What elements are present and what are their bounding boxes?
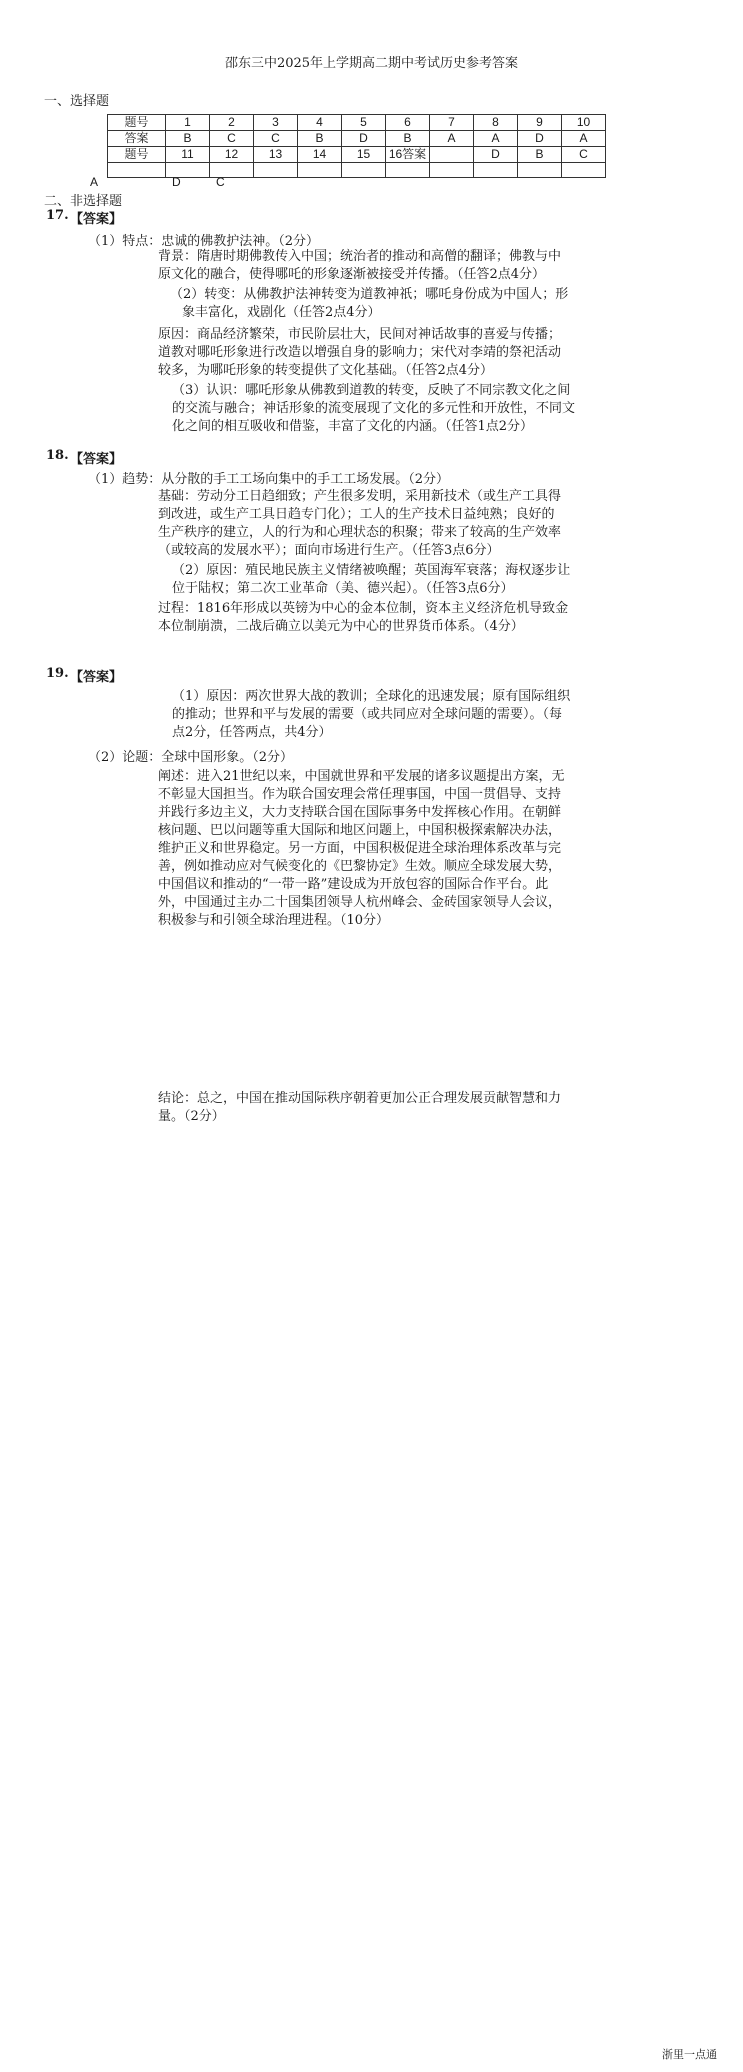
text-line: 化之间的相互吸收和借鉴，丰富了文化的内涵。（任答1点2分） bbox=[172, 419, 534, 434]
table-cell: 15 bbox=[342, 147, 386, 163]
q18-foundation bbox=[158, 488, 718, 560]
overflow-answer: D bbox=[172, 175, 181, 189]
q19-conclusion bbox=[158, 1090, 718, 1126]
q17-background bbox=[158, 248, 718, 284]
table-cell: D bbox=[474, 147, 518, 163]
q17-reason bbox=[158, 326, 718, 380]
text-line: 点2分，任答两点，共4分） bbox=[172, 725, 332, 740]
text-line: 核问题、巴以问题等重大国际和地区问题上，中国积极探索解决办法， bbox=[158, 823, 562, 838]
table-cell: 1 bbox=[166, 115, 210, 131]
table-cell: 13 bbox=[254, 147, 298, 163]
table-row bbox=[108, 163, 606, 178]
text-line: 本位制崩溃，二战后确立以美元为中心的世界货币体系。（4分） bbox=[158, 619, 524, 634]
text-line: 不彰显大国担当。作为联合国安理会常任理事国，中国一贯倡导、支持 bbox=[158, 787, 562, 802]
text-line: 的交流与融合；神话形象的流变展现了文化的多元性和开放性，不同文 bbox=[172, 401, 576, 416]
table-cell: 答案 bbox=[108, 131, 166, 147]
text-line: 的推动；世界和平与发展的需要（或共同应对全球问题的需要）。（每 bbox=[172, 707, 563, 722]
q17-part1-feature: （1）特点：忠诚的佛教护法神。（2分） bbox=[88, 234, 320, 249]
answer-heading-19: 【答案】 bbox=[70, 670, 123, 685]
table-cell: 题号 bbox=[108, 115, 166, 131]
text-line: 中国倡议和推动的“一带一路”建设成为开放包容的国际合作平台。此 bbox=[158, 877, 549, 892]
table-cell: C bbox=[254, 131, 298, 147]
text-line: （1）原因：两次世界大战的教训；全球化的迅速发展；原有国际组织 bbox=[172, 689, 571, 704]
table-cell bbox=[430, 163, 474, 178]
table-cell: 7 bbox=[430, 115, 474, 131]
table-cell bbox=[562, 163, 606, 178]
question-number-17: 17. bbox=[46, 208, 69, 223]
table-cell bbox=[298, 163, 342, 178]
answer-table bbox=[107, 114, 606, 178]
table-cell: B bbox=[298, 131, 342, 147]
table-cell bbox=[474, 163, 518, 178]
table-cell: A bbox=[430, 131, 474, 147]
text-line: 外，中国通过主办二十国集团领导人杭州峰会、金砖国家领导人会议， bbox=[158, 895, 562, 910]
text-line: 维护正义和世界稳定。另一方面，中国积极促进全球治理体系改革与完 bbox=[158, 841, 562, 856]
q18-part1-trend: （1）趋势：从分散的手工工场向集中的手工工场发展。（2分） bbox=[88, 472, 450, 487]
table-cell: 9 bbox=[518, 115, 562, 131]
text-line: 道教对哪吒形象进行改造以增强自身的影响力；宋代对李靖的祭祀活动 bbox=[158, 345, 562, 360]
table-cell bbox=[430, 147, 474, 163]
table-cell: B bbox=[518, 147, 562, 163]
page-title: 邵东三中2025年上学期高二期中考试历史参考答案 bbox=[224, 56, 519, 71]
table-cell: B bbox=[166, 131, 210, 147]
table-cell: B bbox=[386, 131, 430, 147]
text-line: 善，例如推动应对气候变化的《巴黎协定》生效。顺应全球发展大势， bbox=[158, 859, 562, 874]
table-cell: 6 bbox=[386, 115, 430, 131]
text-line: 原因：商品经济繁荣，市民阶层壮大，民间对神话故事的喜爱与传播； bbox=[158, 327, 562, 342]
text-line: 积极参与和引领全球治理进程。（10分） bbox=[158, 913, 390, 928]
table-cell: 3 bbox=[254, 115, 298, 131]
answer-heading-17: 【答案】 bbox=[70, 212, 123, 227]
table-cell: D bbox=[342, 131, 386, 147]
table-cell: 11 bbox=[166, 147, 210, 163]
text-line: 生产秩序的建立，人的行为和心理状态的积聚；带来了较高的生产效率 bbox=[158, 525, 562, 540]
text-line: 阐述：进入21世纪以来，中国就世界和平发展的诸多议题提出方案，无 bbox=[158, 769, 565, 784]
table-cell: 5 bbox=[342, 115, 386, 131]
table-cell: C bbox=[562, 147, 606, 163]
text-line: 象丰富化，戏剧化（任答2点4分） bbox=[182, 305, 381, 320]
overflow-answer: A bbox=[90, 175, 99, 189]
q18-part2-reason bbox=[172, 562, 722, 598]
table-row bbox=[108, 115, 606, 131]
table-cell: A bbox=[474, 131, 518, 147]
answer-heading-18: 【答案】 bbox=[70, 452, 123, 467]
table-cell: 题号 bbox=[108, 147, 166, 163]
text-line: （2）原因：殖民地民族主义情绪被唤醒；英国海军衰落；海权逐步让 bbox=[172, 563, 571, 578]
q19-part2-thesis: （2）论题：全球中国形象。（2分） bbox=[88, 750, 294, 765]
table-cell: C bbox=[210, 131, 254, 147]
table-cell: 10 bbox=[562, 115, 606, 131]
text-line: 原文化的融合，使得哪吒的形象逐渐被接受并传播。（任答2点4分） bbox=[158, 267, 546, 282]
text-line: 较多，为哪吒形象的转变提供了文化基础。（任答2点4分） bbox=[158, 363, 494, 378]
overflow-answer: C bbox=[216, 175, 225, 189]
table-cell: 8 bbox=[474, 115, 518, 131]
table-cell bbox=[108, 163, 166, 178]
q19-part1-reason bbox=[172, 688, 722, 742]
table-cell: 4 bbox=[298, 115, 342, 131]
text-line: 到改进，或生产工具日趋专门化）；工人的生产技术日益纯熟；良好的 bbox=[158, 507, 555, 522]
table-cell bbox=[342, 163, 386, 178]
text-line: 并践行多边主义，大力支持联合国在国际事务中发挥核心作用。在朝鲜 bbox=[158, 805, 562, 820]
table-cell bbox=[518, 163, 562, 178]
text-line: （3）认识：哪吒形象从佛教到道教的转变，反映了不同宗教文化之间 bbox=[172, 383, 571, 398]
q19-elaboration bbox=[158, 768, 718, 930]
table-row bbox=[108, 147, 606, 163]
table-cell: 12 bbox=[210, 147, 254, 163]
text-line: 量。（2分） bbox=[158, 1109, 225, 1124]
text-line: 背景：隋唐时期佛教传入中国；统治者的推动和高僧的翻译；佛教与中 bbox=[158, 249, 562, 264]
text-line: （或较高的发展水平）；面向市场进行生产。（任答3点6分） bbox=[158, 543, 500, 558]
table-cell: 16答案 bbox=[386, 147, 430, 163]
text-line: （2）转变：从佛教护法神转变为道教神祇；哪吒身份成为中国人；形 bbox=[170, 287, 569, 302]
q18-process bbox=[158, 600, 718, 636]
question-number-18: 18. bbox=[46, 448, 69, 463]
table-cell: 2 bbox=[210, 115, 254, 131]
question-number-19: 19. bbox=[46, 666, 69, 681]
table-cell bbox=[386, 163, 430, 178]
text-line: 基础：劳动分工日趋细致；产生很多发明，采用新技术（或生产工具得 bbox=[158, 489, 562, 504]
q17-part2-transform bbox=[170, 286, 720, 322]
text-line: 位于陆权；第二次工业革命（美、德兴起）。（任答3点6分） bbox=[172, 581, 514, 596]
text-line: 过程：1816年形成以英镑为中心的金本位制，资本主义经济危机导致金 bbox=[158, 601, 569, 616]
table-cell: A bbox=[562, 131, 606, 147]
section-heading-nonchoice: 二、非选择题 bbox=[44, 194, 123, 209]
q17-part3-view bbox=[172, 382, 722, 436]
table-cell: 14 bbox=[298, 147, 342, 163]
table-row bbox=[108, 131, 606, 147]
table-cell: D bbox=[518, 131, 562, 147]
footer-watermark: 浙里一点通 bbox=[662, 2048, 717, 2061]
table-cell bbox=[254, 163, 298, 178]
section-heading-choice: 一、选择题 bbox=[44, 94, 110, 109]
text-line: 结论：总之，中国在推动国际秩序朝着更加公正合理发展贡献智慧和力 bbox=[158, 1091, 562, 1106]
